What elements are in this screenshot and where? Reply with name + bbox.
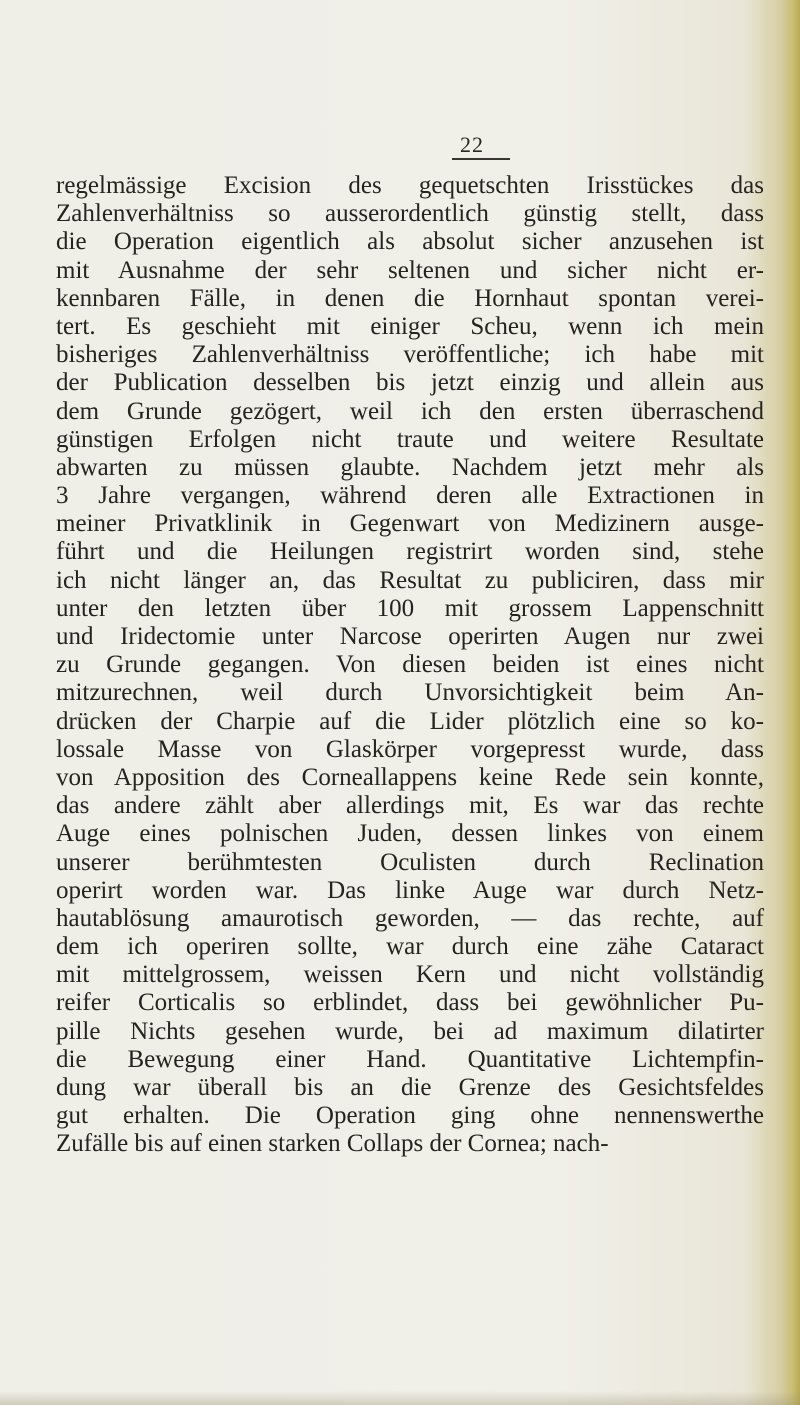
text-line: gut erhalten. Die Operation ging ohne nennenswerthe: [56, 1102, 764, 1130]
text-line: hautablösung amaurotisch geworden, — das rechte, auf: [56, 904, 764, 932]
text-line: drücken der Charpie auf die Lider plötzlich eine so ko-: [56, 707, 764, 735]
text-line: und Iridectomie unter Narcose operirten Augen nur zwei: [56, 623, 764, 650]
text-line: dung war überall bis an die Grenze des Gesichtsfeldes: [56, 1074, 764, 1101]
text-line: zu Grunde gegangen. Von diesen beiden ist eines nicht: [56, 651, 764, 679]
text-line: Zufälle bis auf einen starken Collaps der Cornea; nach-: [56, 1130, 609, 1158]
text-line: tert. Es geschieht mit einiger Scheu, wenn ich mein: [56, 312, 764, 340]
text-line: mit mittelgrossem, weissen Kern und nicht vollständig: [56, 961, 764, 989]
text-line: das andere zählt aber allerdings mit, Es war das rechte: [56, 792, 764, 820]
page-number: 22: [460, 132, 484, 157]
text-line: bisheriges Zahlenverhältniss veröffentliche; ich habe mit: [56, 341, 764, 369]
text-line: mit Ausnahme der sehr seltenen und sicher nicht er-: [56, 256, 764, 284]
text-line: unserer berühmtesten Oculisten durch Reclination: [56, 848, 764, 876]
text-line: unter den letzten über 100 mit grossem Lappenschnitt: [56, 594, 764, 622]
text-line: regelmässige Excision des gequetschten Irisstückes das: [56, 172, 764, 199]
text-line: führt und die Heilungen registrirt worden sind, stehe: [56, 538, 764, 566]
text-line: operirt worden war. Das linke Auge war durch Netz-: [56, 876, 764, 904]
text-line: mitzurechnen, weil durch Unvorsichtigkeit beim An-: [56, 679, 764, 707]
text-line: die Bewegung einer Hand. Quantitative Lichtempfin-: [56, 1045, 764, 1073]
text-line: Auge eines polnischen Juden, dessen linkes von einem: [56, 820, 764, 848]
text-line: kennbaren Fälle, in denen die Hornhaut spontan verei-: [56, 284, 764, 312]
text-line: reifer Corticalis so erblindet, dass bei gewöhnlicher Pu-: [56, 989, 764, 1017]
text-line: Zahlenverhältniss so ausserordentlich günstig stellt, dass: [56, 200, 764, 228]
text-line: ich nicht länger an, das Resultat zu publiciren, dass mir: [56, 566, 764, 594]
text-line: günstigen Erfolgen nicht traute und weitere Resultate: [56, 425, 764, 453]
text-line: die Operation eigentlich als absolut sicher anzusehen ist: [56, 228, 764, 256]
text-line: pille Nichts gesehen wurde, bei ad maximum dilatirter: [56, 1017, 764, 1045]
body-text: [56, 172, 764, 1159]
page-edge-shadow: [782, 0, 800, 1405]
text-line: meiner Privatklinik in Gegenwart von Medizinern ausge-: [56, 510, 764, 538]
text-line: 3 Jahre vergangen, während deren alle Extractionen in: [56, 482, 764, 510]
page-number-underline: [452, 158, 510, 160]
text-line: abwarten zu müssen glaubte. Nachdem jetzt mehr als: [56, 453, 764, 481]
text-line: der Publication desselben bis jetzt einzig und allein aus: [56, 369, 764, 397]
text-line: dem Grunde gezögert, weil ich den ersten überraschend: [56, 397, 764, 425]
text-line: von Apposition des Corneallappens keine Rede sein konnte,: [56, 763, 764, 791]
text-line: lossale Masse von Glaskörper vorgepresst wurde, dass: [56, 735, 764, 763]
page-bottom-shadow: [0, 1391, 800, 1405]
text-line: dem ich operiren sollte, war durch eine zähe Cataract: [56, 933, 764, 961]
